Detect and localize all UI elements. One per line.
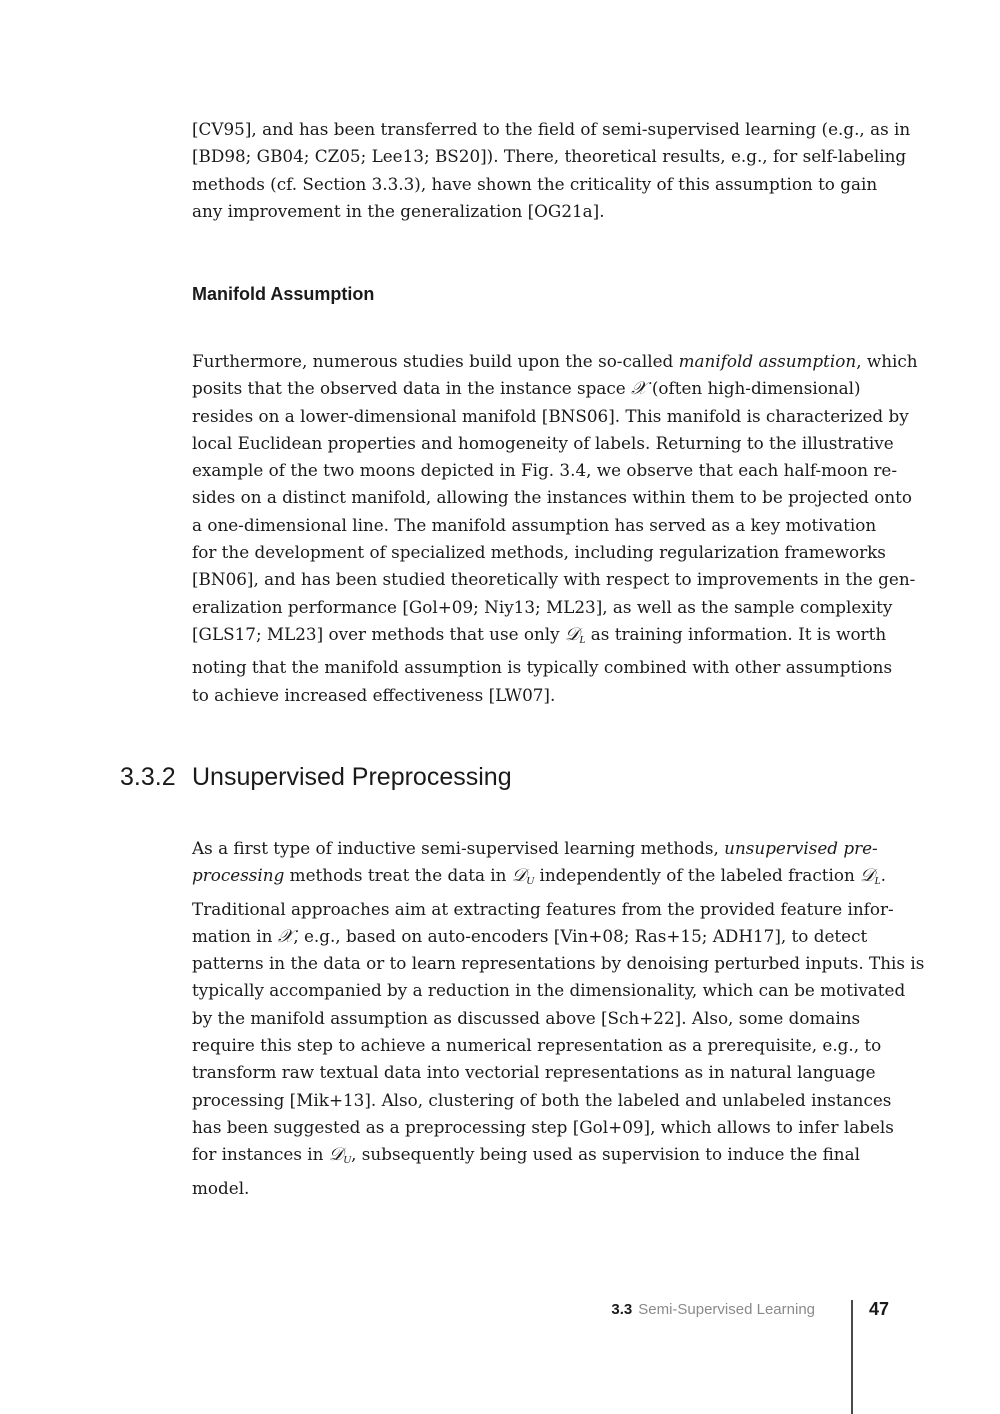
text-line: methods (cf. Section 3.3.3), have shown the criticality of this assumption to gain [192, 173, 878, 194]
text-line: by the manifold assumption as discussed above [Sch+22]. Also, some domains [192, 1007, 861, 1028]
text-line: [BD98; GB04; CZ05; Lee13; BS20]). There, theoretical results, e.g., for self-labeling [192, 146, 907, 167]
text-line: has been suggested as a preprocessing step [Gol+09], which allows to infer labels [192, 1116, 894, 1137]
page-number: 47 [869, 1299, 890, 1319]
text-line: transform raw textual data into vectorial representations as in natural language [192, 1062, 876, 1083]
footer-section-number: 3.3 [611, 1301, 633, 1318]
math-symbol-du: 𝒟$_U$ [328, 1144, 352, 1167]
text-line: [BN06], and has been studied theoretically with respect to improvements in the gen- [192, 569, 916, 590]
text-line: for the development of specialized methods, including regularization frameworks [192, 542, 886, 563]
text-line: [CV95], and has been transferred to the field of semi-supervised learning (e.g., as in [192, 119, 911, 139]
emphasis-term: manifold assumption [678, 351, 857, 371]
text-line: for instances in 𝒟$_U$, subsequently being used as supervision to induce the final [192, 1144, 860, 1167]
footer-section-title: Semi-Supervised Learning [638, 1301, 815, 1318]
text-line: posits that the observed data in the instance space 𝒳 (often high-dimensional) [192, 378, 861, 399]
section-number: 3.3.2 [120, 763, 176, 791]
text-line: eralization performance [Gol+09; Niy13; ML23], as well as the sample complexity [192, 596, 893, 617]
text-line: noting that the manifold assumption is typically combined with other assumptions [192, 657, 893, 678]
section-heading [120, 763, 512, 792]
text-line: example of the two moons depicted in Fig. 3.4, we observe that each half-moon re- [192, 460, 898, 481]
section-title: Unsupervised Preprocessing [192, 763, 512, 791]
paragraph-unsupervised-preprocessing [192, 835, 925, 1202]
text-line: to achieve increased effectiveness [LW07]. [192, 684, 556, 705]
text-line: local Euclidean properties and homogeneity of labels. Returning to the illustrative [192, 432, 894, 453]
text-line: processing [Mik+13]. Also, clustering of both the labeled and unlabeled instances [192, 1089, 892, 1110]
text-line: patterns in the data or to learn representations by denoising perturbed inputs. This is [192, 953, 925, 974]
text-line: any improvement in the generalization [OG21a]. [192, 200, 605, 221]
emphasis-term: unsupervised pre- [724, 838, 878, 858]
footer-divider [851, 1300, 853, 1414]
emphasis-term: processing [192, 865, 285, 886]
text-line: mation in 𝒳, e.g., based on auto-encoders [Vin+08; Ras+15; ADH17], to detect [192, 925, 868, 946]
text-line: typically accompanied by a reduction in the dimensionality, which can be motivated [192, 980, 906, 1001]
text-line: [GLS17; ML23] over methods that use only 𝒟$_L$ as training information. It is worth [192, 623, 887, 646]
paragraph-cluster-assumption-end [192, 116, 911, 225]
text-line: processing methods treat the data in 𝒟$_U$ independently of the labeled fraction 𝒟$_L$. [192, 865, 886, 888]
math-symbol-dl: 𝒟$_L$ [564, 623, 586, 646]
math-symbol-du: 𝒟$_U$ [511, 865, 535, 888]
text-line: Traditional approaches aim at extracting features from the provided feature infor- [192, 898, 894, 919]
math-symbol-x: 𝒳 [631, 378, 647, 399]
text-line: model. [192, 1177, 250, 1198]
math-symbol-dl: 𝒟$_L$ [860, 865, 881, 888]
text-line: resides on a lower-dimensional manifold [BNS06]. This manifold is characterized by [192, 405, 909, 426]
text-line: Furthermore, numerous studies build upon the so-called manifold assumption, which [192, 351, 918, 371]
text-line: a one-dimensional line. The manifold assumption has served as a key motivation [192, 514, 877, 535]
text-line: require this step to achieve a numerical representation as a prerequisite, e.g., to [192, 1035, 882, 1056]
text-line: sides on a distinct manifold, allowing the instances within them to be projected onto [192, 487, 912, 508]
running-footer [611, 1301, 815, 1318]
paragraph-manifold-assumption [192, 348, 918, 709]
subheading-manifold-assumption: Manifold Assumption [192, 284, 375, 304]
text-line: As a first type of inductive semi-supervised learning methods, unsupervised pre- [192, 838, 878, 858]
math-symbol-x: 𝒳 [277, 925, 294, 946]
